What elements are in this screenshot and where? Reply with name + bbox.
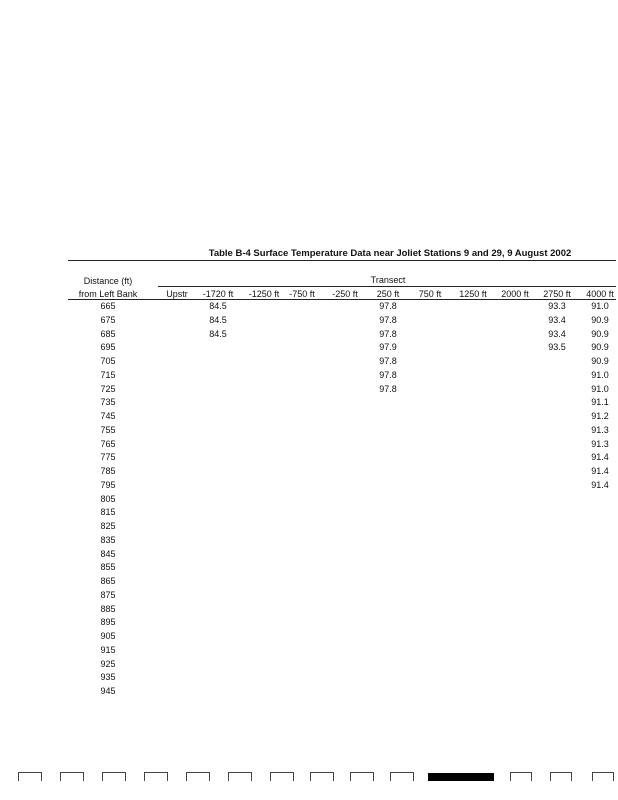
distance-cell: 745: [100, 411, 116, 421]
temperature-cell: 91.4: [591, 466, 609, 476]
edge-mark: [270, 772, 294, 781]
column-header: -1720 ft: [202, 289, 234, 299]
temperature-cell: 84.5: [209, 301, 227, 311]
distance-cell: 875: [100, 589, 116, 600]
distance-cell: 885: [100, 603, 116, 614]
distance-cell: 945: [100, 686, 116, 696]
distance-cell: 805: [100, 493, 116, 504]
column-header: Upstr: [166, 289, 188, 299]
temperature-cell: 84.5: [209, 328, 227, 339]
temperature-cell: 91.3: [591, 438, 609, 449]
column-header: 4000 ft: [586, 289, 614, 299]
temperature-cell: 97.9: [379, 342, 397, 353]
distance-cell: 695: [100, 342, 116, 353]
header-rule: [68, 299, 616, 300]
top-rule: [68, 260, 616, 261]
temperature-cell: 91.0: [591, 369, 609, 380]
distance-cell: 685: [100, 328, 116, 339]
temperature-cell: 91.4: [591, 479, 609, 490]
temperature-cell: 91.0: [591, 301, 609, 311]
temperature-cell: 97.8: [379, 328, 397, 339]
temperature-cell: 93.3: [548, 301, 566, 311]
distance-cell: 755: [100, 424, 116, 435]
column-header: 1250 ft: [459, 289, 487, 299]
distance-header-line2: from Left Bank: [78, 289, 138, 299]
edge-mark-dark: [428, 773, 494, 781]
edge-mark: [550, 772, 572, 781]
temperature-cell: 93.5: [548, 342, 566, 353]
distance-cell: 845: [100, 548, 116, 559]
temperature-cell: 90.9: [591, 356, 609, 366]
temperature-cell: 84.5: [209, 314, 227, 325]
distance-cell: 785: [100, 466, 116, 476]
edge-mark: [390, 772, 414, 781]
temperature-cell: 90.9: [591, 342, 609, 353]
distance-cell: 675: [100, 314, 116, 325]
distance-cell: 705: [100, 356, 116, 366]
temperature-cell: 93.4: [548, 328, 566, 339]
distance-cell: 905: [100, 631, 116, 641]
edge-mark: [510, 772, 532, 781]
temperature-cell: 91.0: [591, 383, 609, 394]
column-header: 250 ft: [376, 289, 400, 299]
temperature-cell: 91.1: [591, 397, 609, 408]
column-header: -250 ft: [332, 289, 358, 299]
distance-cell: 835: [100, 534, 116, 545]
edge-mark: [18, 772, 42, 781]
temperature-cell: 91.4: [591, 452, 609, 463]
temperature-cell: 97.8: [379, 301, 397, 311]
distance-cell: 735: [100, 397, 116, 408]
distance-cell: 895: [100, 617, 116, 628]
distance-cell: 815: [100, 507, 116, 518]
distance-cell: 795: [100, 479, 116, 490]
distance-cell: 855: [100, 562, 116, 573]
table-title: Table B-4 Surface Temperature Data near Joliet Stations 9 and 29, 9 August 2002: [208, 248, 572, 259]
distance-cell: 825: [100, 521, 116, 531]
temperature-cell: 97.8: [379, 369, 397, 380]
temperature-cell: 90.9: [591, 328, 609, 339]
distance-cell: 715: [100, 369, 116, 380]
column-header: -1250 ft: [248, 289, 280, 299]
edge-mark: [144, 772, 168, 781]
edge-mark: [60, 772, 84, 781]
column-header: 2750 ft: [543, 289, 571, 299]
transect-header: Transect: [370, 275, 406, 285]
distance-cell: 865: [100, 576, 116, 586]
column-header: 2000 ft: [501, 289, 529, 299]
temperature-cell: 91.2: [591, 411, 609, 421]
distance-cell: 925: [100, 658, 116, 669]
temperature-cell: 97.8: [379, 356, 397, 366]
temperature-cell: 97.8: [379, 383, 397, 394]
column-header: -750 ft: [289, 289, 315, 299]
distance-cell: 725: [100, 383, 116, 394]
temperature-cell: 93.4: [548, 314, 566, 325]
distance-cell: 765: [100, 438, 116, 449]
edge-mark: [592, 772, 614, 781]
distance-cell: 775: [100, 452, 116, 463]
distance-cell: 665: [100, 301, 116, 311]
edge-mark: [186, 772, 210, 781]
temperature-cell: 97.8: [379, 314, 397, 325]
distance-cell: 935: [100, 672, 116, 683]
temperature-cell: 90.9: [591, 314, 609, 325]
edge-mark: [350, 772, 374, 781]
temperature-cell: 91.3: [591, 424, 609, 435]
edge-mark: [102, 772, 126, 781]
distance-header-line1: Distance (ft): [83, 276, 133, 286]
edge-mark: [228, 772, 252, 781]
transect-rule: [158, 286, 616, 287]
column-header: 750 ft: [418, 289, 442, 299]
edge-mark: [310, 772, 334, 781]
distance-cell: 915: [100, 644, 116, 655]
